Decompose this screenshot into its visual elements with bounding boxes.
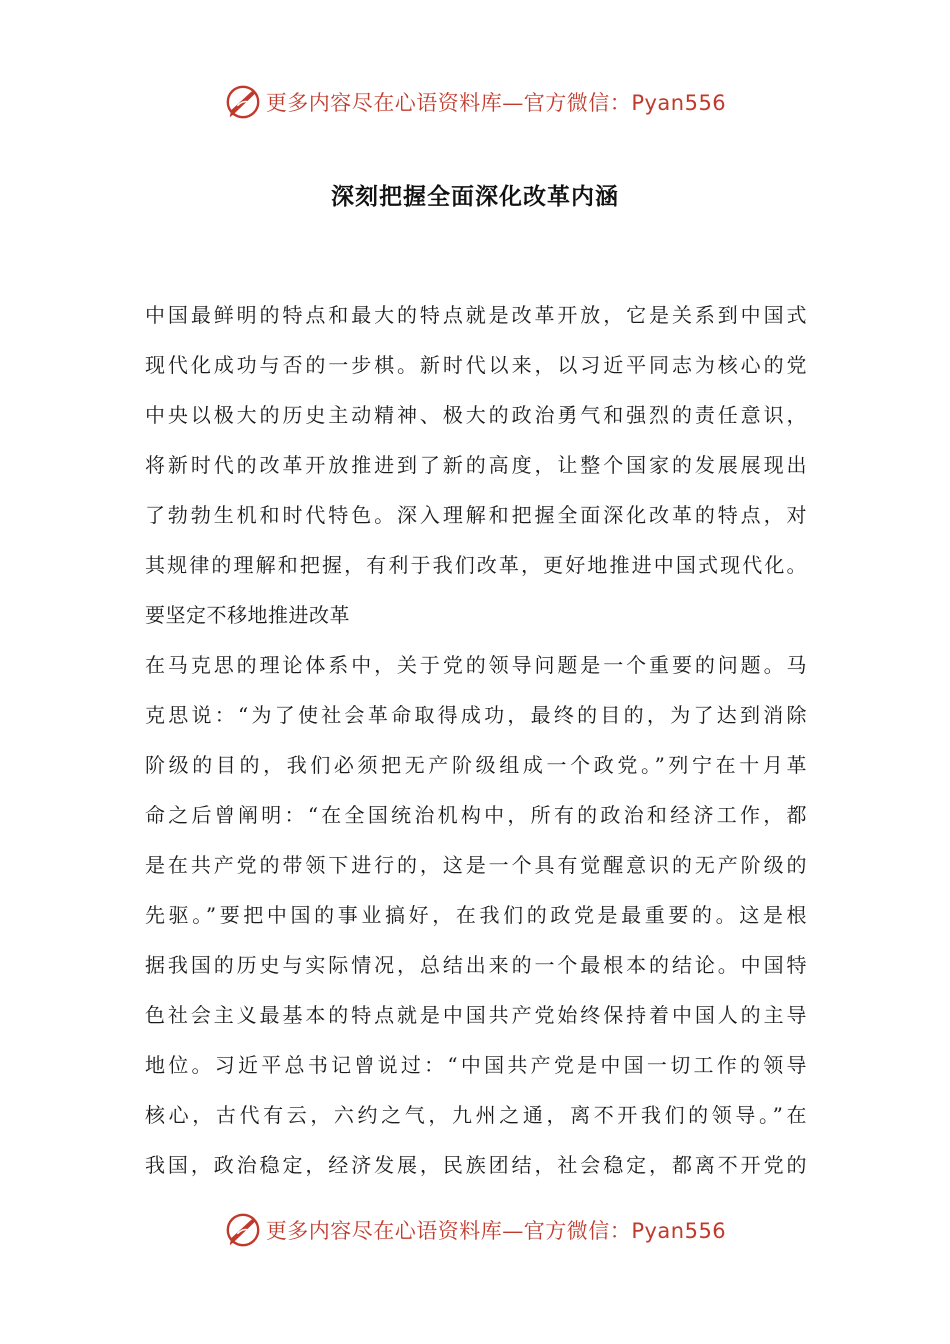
text-line: 据我国的历史与实际情况，总结出来的一个最根本的结论。中国特 — [145, 953, 807, 977]
text-line: 其规律的理解和把握，有利于我们改革，更好地推进中国式现代化。 — [145, 553, 807, 577]
header-banner — [0, 82, 950, 122]
text-line: 命之后曾阐明：“在全国统治机构中，所有的政治和经济工作，都 — [145, 803, 807, 827]
wechat-id: Pyan556 — [631, 1219, 727, 1243]
text-line: 将新时代的改革开放推进到了新的高度，让整个国家的发展展现出 — [145, 453, 807, 477]
wechat-id: Pyan556 — [631, 91, 727, 115]
text-line: 色社会主义最基本的特点就是中国共产党始终保持着中国人的主导 — [145, 1003, 807, 1027]
text-line: 在马克思的理论体系中，关于党的领导问题是一个重要的问题。马 — [145, 653, 807, 677]
header-banner-text: 更多内容尽在心语资料库—官方微信：Pyan556 — [265, 91, 727, 115]
text-line: 了勃勃生机和时代特色。深入理解和把握全面深化改革的特点，对 — [145, 503, 807, 527]
text-line: 核心，古代有云，六约之气，九州之通，离不开我们的领导。”在 — [145, 1103, 807, 1127]
text-line: 是在共产党的带领下进行的，这是一个具有觉醒意识的无产阶级的 — [145, 853, 807, 877]
page-title: 深刻把握全面深化改革内涵 — [331, 184, 619, 210]
text-line: 克思说：“为了使社会革命取得成功，最终的目的，为了达到消除 — [145, 703, 807, 727]
text-line: 中国最鲜明的特点和最大的特点就是改革开放，它是关系到中国式 — [145, 303, 807, 327]
footer-banner — [0, 1210, 950, 1250]
text-line: 地位。习近平总书记曾说过：“中国共产党是中国一切工作的领导 — [145, 1053, 807, 1077]
text-line: 先驱。”要把中国的事业搞好，在我们的政党是最重要的。这是根 — [145, 903, 807, 927]
text-line: 阶级的目的，我们必须把无产阶级组成一个政党。”列宁在十月革 — [145, 753, 807, 777]
pen-logo-icon — [224, 1211, 262, 1249]
text-line: 我国，政治稳定，经济发展，民族团结，社会稳定，都离不开党的 — [145, 1153, 807, 1177]
footer-banner-text: 更多内容尽在心语资料库—官方微信：Pyan556 — [265, 1219, 727, 1243]
pen-logo-icon — [224, 83, 262, 121]
section-heading: 要坚定不移地推进改革 — [145, 603, 350, 627]
text-line: 中央以极大的历史主动精神、极大的政治勇气和强烈的责任意识， — [145, 403, 807, 427]
text-line: 现代化成功与否的一步棋。新时代以来，以习近平同志为核心的党 — [145, 353, 807, 377]
document-body — [145, 290, 807, 1190]
